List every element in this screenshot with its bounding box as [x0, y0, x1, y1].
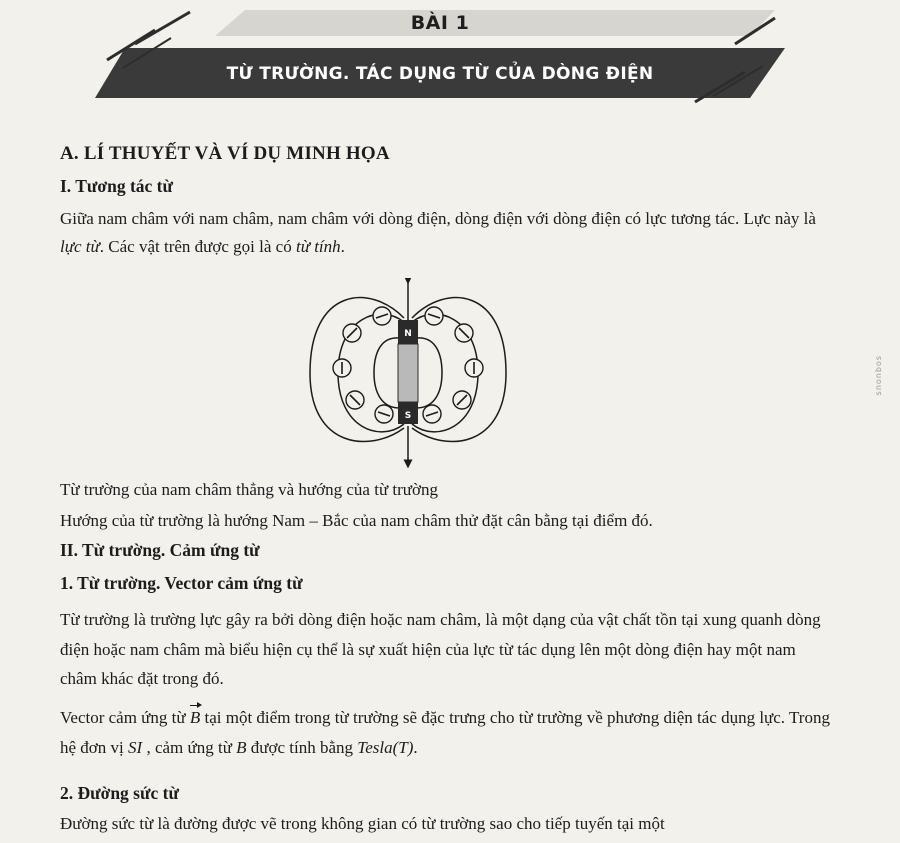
part-2-heading: II. Từ trường. Cảm ứng từ	[60, 540, 260, 560]
part-2-sub-1-para-2	[60, 703, 835, 763]
part-1-text-mid: . Các vật trên được gọi là có	[99, 237, 296, 256]
side-watermark: snonbos	[874, 355, 883, 396]
bar-magnet-diagram	[300, 278, 515, 468]
para-2-mid2: , cảm ứng từ	[142, 738, 237, 757]
section-a-heading: A. LÍ THUYẾT VÀ VÍ DỤ MINH HỌA	[60, 143, 390, 164]
figure-caption: Từ trường của nam châm thẳng và hướng của từ trường	[60, 480, 438, 499]
part-1-text-start: Giữa nam châm với nam châm, nam châm với dòng điện, dòng điện với dòng điện có lực tương tác. Lực này là	[60, 209, 816, 228]
part-2-sub-1-heading: 1. Từ trường. Vector cảm ứng từ	[60, 573, 303, 593]
part-1-heading: I. Tương tác từ	[60, 176, 174, 196]
field-direction-note: Hướng của từ trường là hướng Nam – Bắc của nam châm thử đặt cân bằng tại điểm đó.	[60, 511, 653, 530]
part-1-text-end: .	[340, 237, 345, 256]
part-2-sub-2-heading: 2. Đường sức từ	[60, 783, 179, 803]
north-pole-label: N	[404, 329, 412, 339]
lesson-number: BÀI 1	[410, 12, 470, 34]
lesson-title: TỪ TRƯỜNG. TÁC DỤNG TỪ CỦA DÒNG ĐIỆN	[226, 64, 654, 84]
part-1-paragraph	[60, 205, 835, 261]
para-2-mid3: được tính bằng	[246, 738, 358, 757]
para-2-end: .	[413, 738, 418, 757]
part-2-sub-2-para: Đường sức từ là đường được vẽ trong không gian có từ trường sao cho tiếp tuyến tại một	[60, 814, 665, 833]
unit-tesla: Tesla(T)	[357, 738, 414, 757]
para-2-mid: tại một điểm trong từ trường sẽ đặc trưng cho từ trường về phương diện tác dụng lực. Trong hệ đơn vị	[60, 708, 830, 757]
unit-system: SI	[128, 738, 143, 757]
part-2-sub-1-para-1: Từ trường là trường lực gây ra bởi dòng điện hoặc nam châm, là một dạng của vật chất tồn tại xung quanh dòng điện hoặc nam châm mà biểu hiện cụ thể là sự xuất hiện của lực từ tác dụng lên một dòng điện hay một nam châm khác đặt trong đó.	[60, 610, 821, 688]
para-2-start: Vector cảm ứng từ	[60, 708, 190, 727]
south-pole-label: S	[404, 411, 412, 421]
vector-b-symbol: B	[189, 708, 201, 727]
lesson-banner	[95, 10, 785, 105]
term-luc-tu: lực từ	[60, 237, 100, 256]
term-tu-tinh: từ tính	[295, 237, 341, 256]
bar-magnet-figure	[300, 278, 515, 468]
scalar-b-symbol: B	[236, 738, 247, 757]
